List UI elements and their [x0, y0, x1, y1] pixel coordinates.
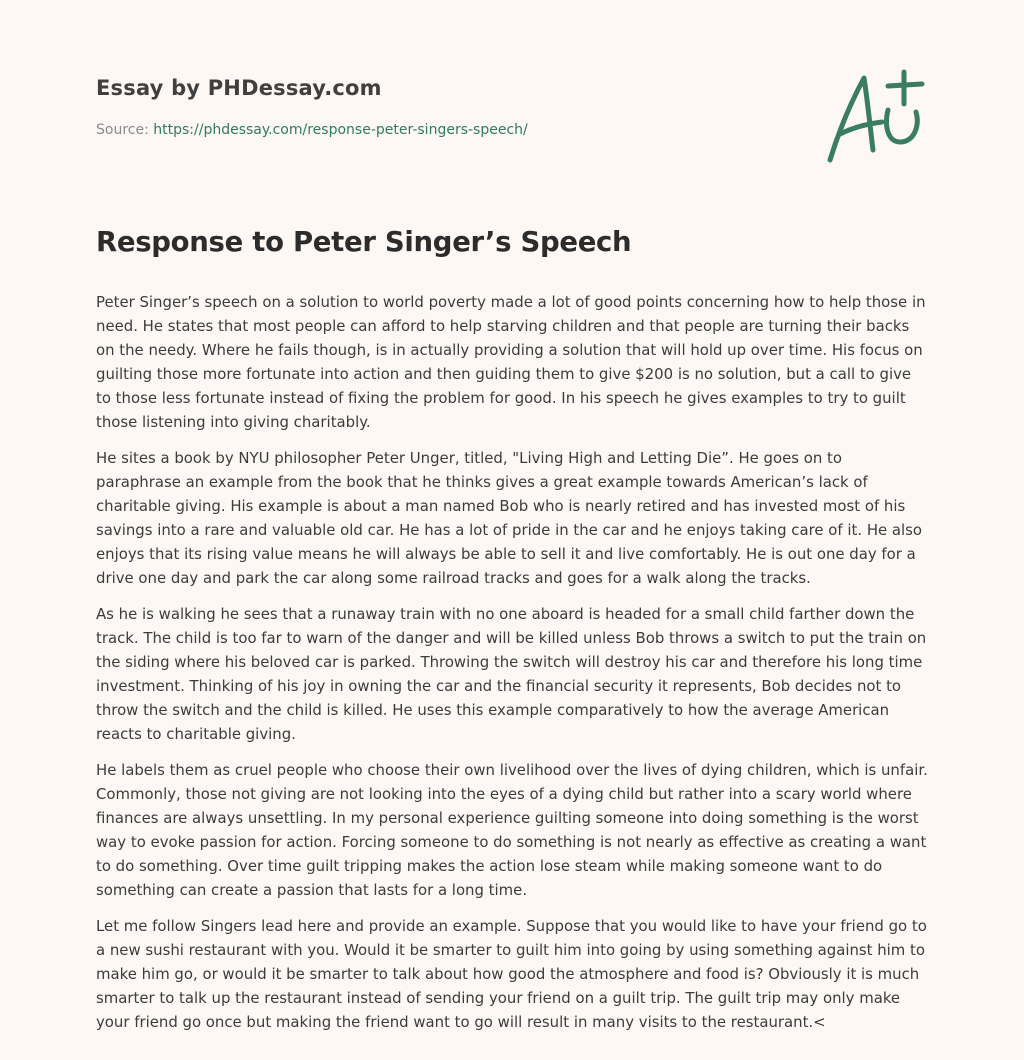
essay-paragraph: He labels them as cruel people who choose their own livelihood over the lives of dying children, which is unfair. Commonly, those not giving are not looking into the eyes of a dying child but rather into a scary world where finances are always unsettling. In my personal experience guilting someone into doing something is the worst way to evoke passion for action. Forcing someone to do something is not nearly as effective as creating a want to do something. Over time guilt tripping makes the action lose steam while making someone want to do something can create a passion that lasts for a long time. [96, 761, 928, 899]
essay-content [96, 226, 930, 1046]
essay-paragraph: Let me follow Singers lead here and provide an example. Suppose that you would like to have your friend go to a new sushi restaurant with you. Would it be smarter to guilt him into going by using something against him to make him go, or would it be smarter to talk about how good the atmosphere and food is? Obviously it is much smarter to talk up the restaurant instead of sending your friend on a guilt trip. The guilt trip may only make your friend go once but making the friend want to go will result in many visits to the restaurant.< [96, 917, 927, 1031]
a-plus-grade-logo-icon [818, 64, 930, 168]
source-link[interactable]: https://phdessay.com/response-peter-singers-speech/ [153, 122, 528, 138]
site-title: Essay by PHDessay.com [96, 76, 382, 100]
essay-paragraph: As he is walking he sees that a runaway train with no one aboard is headed for a small child farther down the track. The child is too far to warn of the danger and will be killed unless Bob throws a switch to put the train on the siding where his beloved car is parked. Throwing the switch will destroy his car and therefore his long time investment. Thinking of his joy in owning the car and the financial security it represents, Bob decides not to throw the switch and the child is killed. He uses this example comparatively to how the average American reacts to charitable giving. [96, 605, 927, 743]
essay-paragraph: Peter Singer’s speech on a solution to world poverty made a lot of good points concerning how to help those in need. He states that most people can afford to help starving children and that people are turning their backs on the needy. Where he fails though, is in actually providing a solution that will hold up over time. His focus on guilting those more fortunate into action and then guiding them to give $200 is no solution, but a call to give to those less fortunate instead of fixing the problem for good. In his speech he gives examples to try to guilt those listening into giving charitably. [96, 293, 926, 431]
essay-title: Response to Peter Singer’s Speech [96, 226, 632, 258]
source-line [96, 122, 928, 138]
essay-paragraph: He sites a book by NYU philosopher Peter Unger, titled, "Living High and Letting Die”. He goes on to paraphrase an example from the book that he thinks gives a great example towards American’s lack of charitable giving. His example is about a man named Bob who is nearly retired and has invested most of his savings into a rare and valuable old car. He has a lot of pride in the car and he enjoys taking care of it. He also enjoys that its rising value means he will always be able to sell it and live comfortably. He is out one day for a drive one day and park the car along some railroad tracks and goes for a walk along the tracks. [96, 449, 923, 587]
source-label: Source: [96, 122, 154, 138]
page-header [96, 76, 928, 138]
